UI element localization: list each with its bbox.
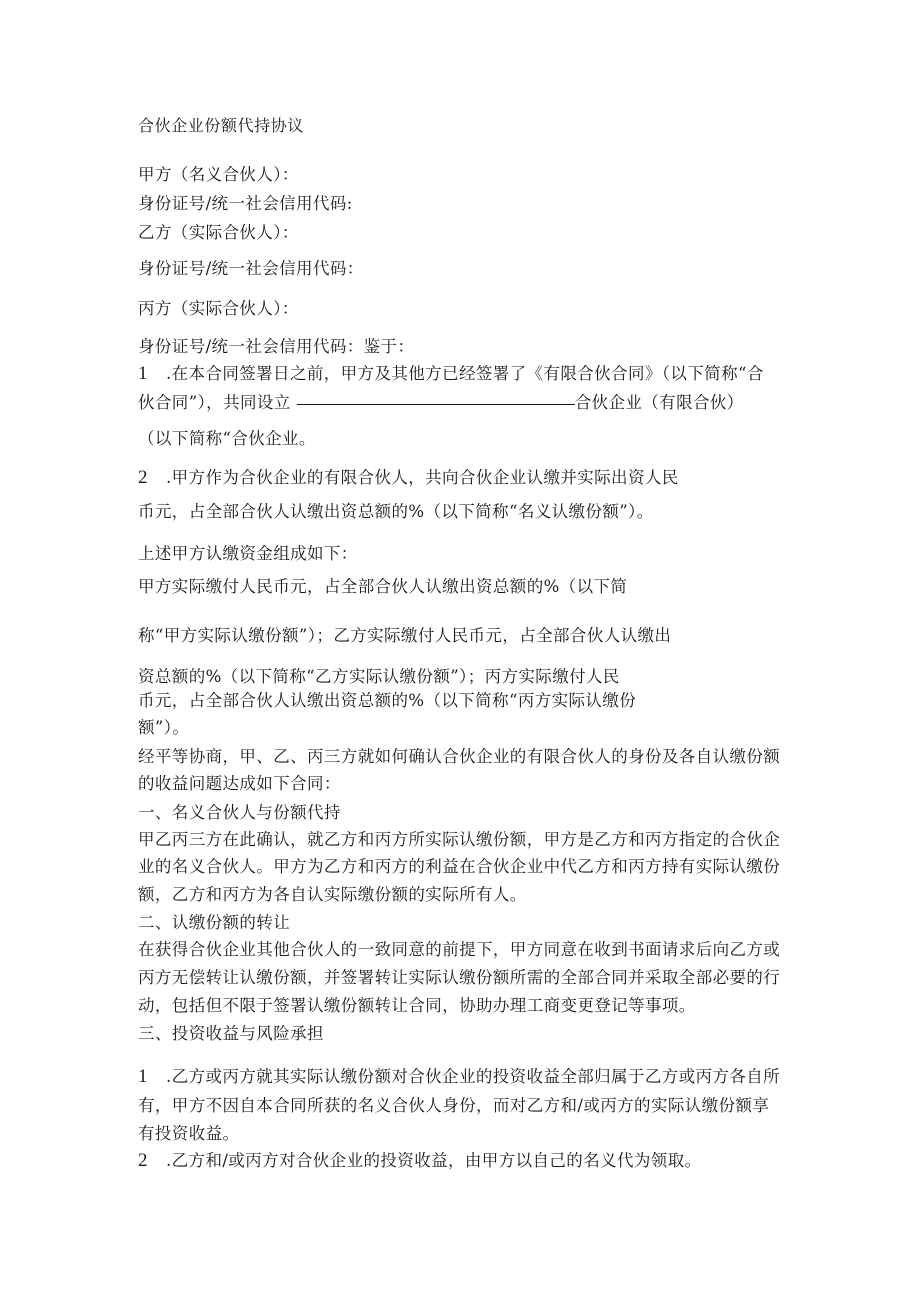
section-2-heading: 二、认缴份额的转让 [138,913,291,932]
party-b-label: 乙方（实际合伙人）： [138,223,299,242]
whereas-2-number: 2 [138,467,148,488]
composition-line-3: 资总额的%（以下简称“乙方实际认缴份额”）；丙方实际缴付人民 [138,667,620,686]
composition-line-1: 甲方实际缴付人民币元，占全部合伙人认缴出资总额的%（以下简 [138,577,628,596]
whereas-1-number: 1 [138,363,148,384]
party-a-label: 甲方（名义合伙人）： [138,165,299,184]
whereas-2-line-1 [138,467,679,489]
partnership-name-blank [297,403,575,405]
party-c-label: 丙方（实际合伙人）： [138,299,299,318]
section-1-heading: 一、名义合伙人与份额代持 [138,803,341,822]
preamble-line-2: 的收益问题达成如下合同： [138,774,341,793]
party-c-id-label: 身份证号/统一社会信用代码：鉴于： [138,337,415,356]
section-3-item-1-line-1 [138,1066,780,1088]
section-2-line-2: 丙方无偿转让认缴份额，并签署转让实际认缴份额所需的全部合同并采取全部必要的行 [138,968,781,987]
whereas-1-text-1: .在本合同签署日之前，甲方及其他方已经签署了《有限合伙合同》（以下简称“合 [166,364,764,383]
document-title: 合伙企业份额代持协议 [138,116,305,135]
whereas-1-line-2 [138,392,744,414]
section-3-item-1-number: 1 [138,1066,148,1087]
section-1-line-1: 甲乙丙三方在此确认，就乙方和丙方所实际认缴份额，甲方是乙方和丙方指定的合伙企 [138,830,781,849]
section-3-item-2-text-1: .乙方和/或丙方对合伙企业的投资收益，由甲方以自己的名义代为领取。 [166,1151,702,1170]
preamble-line-1: 经平等协商，甲、乙、丙三方就如何确认合伙企业的有限合伙人的身份及各自认缴份额 [138,747,781,766]
whereas-1-text-2b: 合伙企业（有限合伙） [574,393,744,412]
whereas-2-text-1: .甲方作为合伙企业的有限合伙人，共向合伙企业认缴并实际出资人民 [166,468,679,487]
section-1-line-2: 业的名义合伙人。甲方为乙方和丙方的利益在合伙企业中代乙方和丙方持有实际认缴份 [138,857,781,876]
composition-line-2: 称“甲方实际认缴份额”）；乙方实际缴付人民币元，占全部合伙人认缴出 [138,626,672,645]
section-2-line-3: 动，包括但不限于签署认缴份额转让合同，协助办理工商变更登记等事项。 [138,996,696,1015]
section-3-item-1-line-2: 有，甲方不因自本合同所获的名义合伙人身份，而对乙方和/或丙方的实际认缴份额享 [138,1096,770,1115]
section-3-heading: 三、投资收益与风险承担 [138,1024,324,1043]
party-b-id-label: 身份证号/统一社会信用代码： [138,259,364,278]
whereas-2-line-2: 币元，占全部合伙人认缴出资总额的%（以下简称“名义认缴份额”）。 [138,502,654,521]
section-3-item-2-line-1 [138,1150,702,1172]
section-1-line-3: 额，乙方和丙方为各自认实际缴份额的实际所有人。 [138,885,527,904]
party-a-id-label: 身份证号/统一社会信用代码: [138,194,353,213]
whereas-1-line-3: （以下简称“合伙企业。 [138,429,316,448]
section-2-line-1: 在获得合伙企业其他合伙人的一致同意的前提下，甲方同意在收到书面请求后向乙方或 [138,940,781,959]
composition-line-4: 币元，占全部合伙人认缴出资总额的%（以下简称“丙方实际认缴份 [138,691,637,710]
whereas-1-line-1 [138,363,764,385]
section-3-item-1-text-1: .乙方或丙方就其实际认缴份额对合伙企业的投资收益全部归属于乙方或丙方各自所 [166,1067,781,1086]
section-3-item-1-line-3: 有投资收益。 [138,1124,240,1143]
section-3-item-2-number: 2 [138,1150,148,1171]
whereas-1-text-2a: 伙合同”），共同设立 [138,393,291,412]
composition-intro: 上述甲方认缴资金组成如下： [138,544,358,563]
composition-line-5: 额”）。 [138,718,190,737]
